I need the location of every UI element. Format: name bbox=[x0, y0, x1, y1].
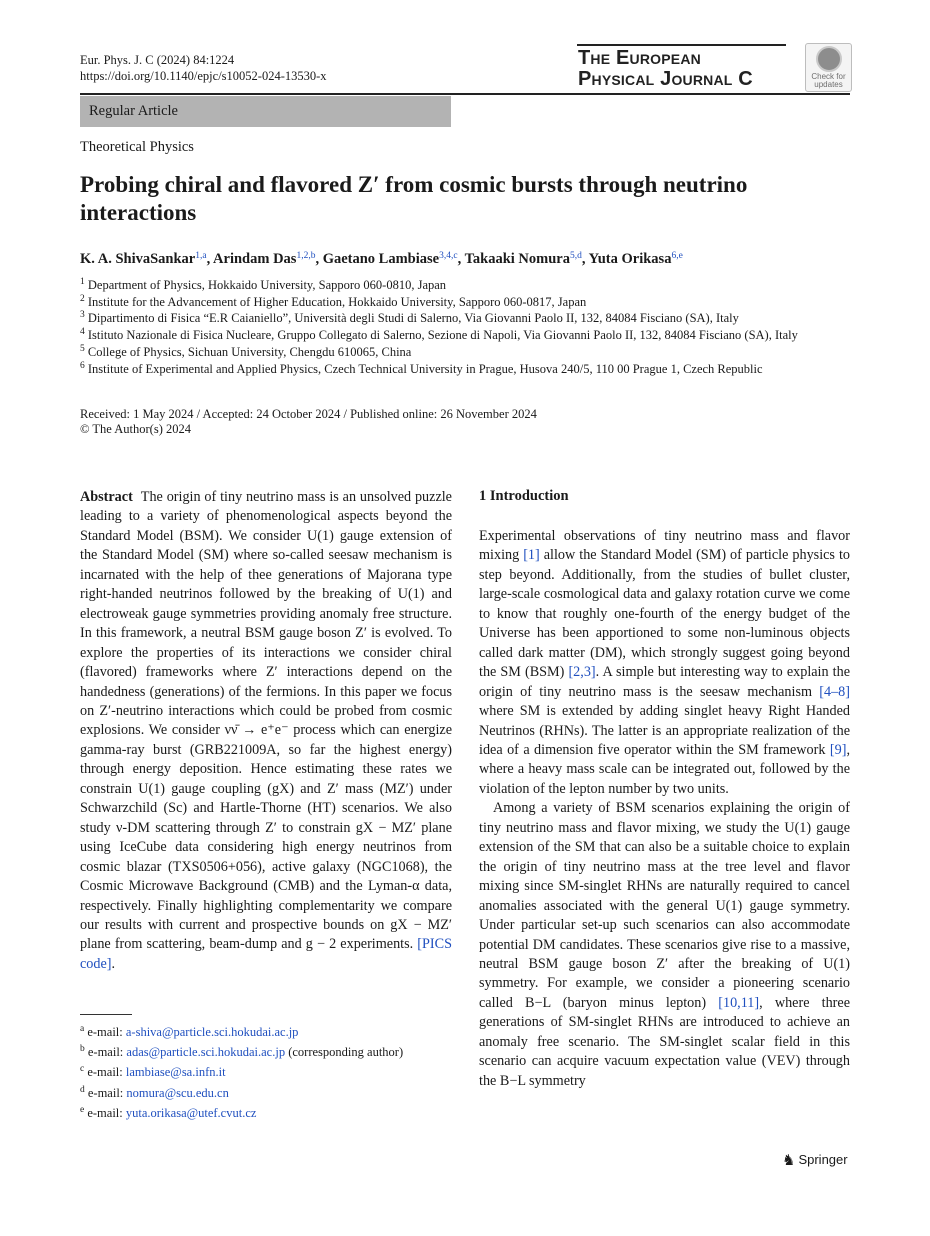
footnote: $^a$ e-mail: a-shiva@particle.sci.hokudai.ac.jp bbox=[80, 1024, 299, 1039]
journal-rule bbox=[577, 44, 786, 46]
citation-link[interactable]: [9] bbox=[829, 741, 847, 758]
article-type-banner: Regular Article bbox=[80, 96, 451, 127]
paragraph: Experimental observations of tiny neutrino mass and flavor mixing [1] allow the Standard Model (SM) of particle physics to step beyond. Additionally, from the studies of bullet cluster, large-scale cosmological data and galaxy rotation curve we come to know that roughly one-fourth of the energy budget of the Universe has been apportioned to some non-luminous objects called dark matter (DM), which strongly suggest going beyond the SM (BSM) [2,3]. A simple but interesting way to explain the origin of tiny neutrino mass is the seesaw mechanism [4–8] where SM is extended by adding singlet heavy Right Handed Neutrinos (RHNs). The latter is an appropriate realization of the idea of a dimension five operator within the SM framework [9], where a heavy mass scale can be integrated out, followed by the violation of the lepton number by two units. bbox=[479, 528, 850, 797]
publisher-logo bbox=[782, 1151, 848, 1169]
affiliation: $^4$ Istituto Nazionale di Fisica Nucleare, Gruppo Collegato di Salerno, Sezione di Napoli, Via Giovanni Paolo II, 132, 84084 Fisciano (SA), Italy bbox=[80, 327, 798, 343]
affiliation: $^1$ Department of Physics, Hokkaido University, Sapporo 060-0810, Japan bbox=[80, 277, 447, 292]
affiliation-list bbox=[80, 277, 850, 377]
affiliation: $^5$ College of Physics, Sichuan University, Chengdu 610065, China bbox=[80, 343, 412, 359]
email-link[interactable]: lambiase@sa.infn.it bbox=[125, 1065, 226, 1080]
abstract-text: The origin of tiny neutrino mass is an unsolved puzzle leading to a variety of phenomenological aspects beyond the Standard Model (BSM). We consider U(1) gauge extension of the Standard Model (SM) where so-called seesaw mechanism is incarnated with the help of thee generations of Majorana type right-handed neutrinos followed by the breaking of U(1) and electroweak gauge symmetries providing anomaly free structure. In this framework, a neutral BSM gauge boson Z′ is evolved. To explore the properties of its interactions we consider chiral (flavored) frameworks where Z′ interactions depend on the handedness (generations) of the fermions. In this paper we focus on Z′-neutrino interactions which could be probed from cosmic explosions. We consider νν̄ → e⁺e⁻ process which can energize gamma-ray burst (GRB221009A, so far the highest energy) through energy deposition. Hence estimating these rates we constrain U(1) gauge coupling (gX) and Z′ mass (MZ′) under Schwarzchild (Sc) and Hartle-Thorne (HT) scenarios. We also study ν-DM scattering through Z′ to constrain gX − MZ′ plane using IceCube data considering high energy neutrinos from cosmic blazar (TXS0506+056), active galaxy (NGC1068), the Cosmic Microwave Background (CMB) and the Lyman-α data, respectively. Finally highlighting complementarity we compare our results with current and prospective bounds on gX − MZ′ plane from scattering, beam-dump and g − 2 experiments. bbox=[80, 489, 452, 953]
paragraph: Among a variety of BSM scenarios explaining the origin of tiny neutrino mass and flavor mixing, we study the U(1) gauge extension of the SM that can also be a suitable choice to explain the origin of tiny neutrino mass at the tree level and flavor mixing since SM-singlet RHNs are naturally required to cancel anomalies associated with the general U(1) gauge symmetry. Under particular set-up such scenarios can also accommodate potential DM candidates. These scenarios give rise to a massive, neutral BSM gauge boson Z′ after the breaking of U(1) symmetry. For example, we consider a pioneering scenario called B−L (baryon minus lepton) [10,11], where three generations of SM-singlet RHNs are introduced to achieve an anomaly free scenario. The SM-singlet scalar field in this scenario can acquire vacuum expectation value (VEV) through the B−L symmetry bbox=[479, 800, 851, 1089]
section-heading-introduction: 1 Introduction bbox=[479, 488, 569, 504]
citation-link[interactable]: [2,3] bbox=[568, 664, 596, 681]
crossmark-label: Check for updates bbox=[811, 72, 846, 89]
journal-name-line2: Physical Journal C bbox=[578, 68, 753, 90]
author: Gaetano Lambiase$^{3,4,c}$ bbox=[322, 251, 458, 267]
header-rule bbox=[80, 93, 850, 95]
citation-link[interactable]: [1] bbox=[523, 547, 540, 564]
springer-horse-icon: ♞ bbox=[782, 1152, 796, 1169]
abstract: Abstract The origin of tiny neutrino mass is an unsolved puzzle leading to a variety of phenomenological aspects beyond the Standard Model (BSM). We consider U(1) gauge extension of the Standard Model (SM) where so-called seesaw mechanism is incarnated with the help of thee generations of Majorana type right-handed neutrinos followed by the breaking of U(1) and electroweak gauge symmetries providing anomaly free structure. In this framework, a neutral BSM gauge boson Z′ is evolved. To explore the properties of its interactions we consider chiral (flavored) frameworks where Z′ interactions depend on the handedness (generations) of the fermions. In this paper we focus on Z′-neutrino interactions which could be probed from cosmic explosions. We consider νν̄ → e⁺e⁻ process which can energize gamma-ray burst (GRB221009A, so far the highest energy) through energy deposition. Hence estimating these rates we constrain U(1) gauge coupling (gX) and Z′ mass (MZ′) under Schwarzchild (Sc) and Hartle-Thorne (HT) scenarios. We also study ν-DM scattering through Z′ to constrain gX − MZ′ plane using IceCube data considering high energy neutrinos from cosmic blazar (TXS0506+056), active galaxy (NGC1068), the Cosmic Microwave Background (CMB) and the Lyman-α data, respectively. Finally highlighting complementarity we compare our results with current and prospective bounds on gX − MZ′ plane from scattering, beam-dump and g − 2 experiments. [PICS code]. bbox=[80, 489, 452, 972]
doi-link[interactable]: https://doi.org/10.1140/epjc/s10052-024-13530-x bbox=[80, 69, 327, 83]
author: Takaaki Nomura$^{5,d}$ bbox=[464, 251, 582, 267]
citation-link[interactable]: [10,11] bbox=[718, 994, 760, 1011]
author: Yuta Orikasa$^{6,e}$ bbox=[588, 251, 683, 267]
citation-link[interactable]: [4–8] bbox=[819, 683, 850, 700]
affiliation: $^6$ Institute of Experimental and Applied Physics, Czech Technical University in Prague, Husova 240/5, 110 00 Prague 1, Czech Republic bbox=[80, 360, 763, 376]
abstract-label: Abstract bbox=[80, 489, 133, 505]
check-for-updates-badge[interactable] bbox=[805, 43, 852, 92]
article-meta bbox=[80, 52, 327, 84]
author: Arindam Das$^{1,2,b}$ bbox=[213, 251, 316, 267]
affiliation: $^2$ Institute for the Advancement of Higher Education, Hokkaido University, Sapporo 060-0817, Japan bbox=[80, 293, 587, 309]
footnote: $^d$ e-mail: nomura@scu.edu.cn bbox=[80, 1084, 229, 1100]
footnote: $^e$ e-mail: yuta.orikasa@utef.cvut.cz bbox=[80, 1104, 257, 1120]
publisher-name: Springer bbox=[798, 1152, 848, 1167]
author-list: K. A. ShivaSankar$^{1,a}$, Arindam Das$^{1,2,b}$, Gaetano Lambiase$^{3,4,c}$, Takaaki Nomura$^{5,d}$, Yuta Orikasa$^{6,e}$ bbox=[80, 251, 683, 267]
journal-reference: Eur. Phys. J. C (2024) 84:1224 bbox=[80, 53, 235, 67]
introduction-body bbox=[479, 527, 850, 1091]
journal-logo bbox=[578, 48, 788, 90]
paper-title: Probing chiral and flavored Z′ from cosmic bursts through neutrino interactions bbox=[80, 172, 748, 225]
email-link[interactable]: yuta.orikasa@utef.cvut.cz bbox=[125, 1105, 257, 1120]
footnote: $^c$ e-mail: lambiase@sa.infn.it bbox=[80, 1064, 226, 1080]
footnote: $^b$ e-mail: adas@particle.sci.hokudai.ac.jp (corresponding author) bbox=[80, 1044, 404, 1060]
email-link[interactable]: nomura@scu.edu.cn bbox=[126, 1085, 229, 1100]
publication-dates bbox=[80, 407, 537, 437]
journal-name-line1: The European bbox=[578, 47, 701, 69]
footnote-rule bbox=[80, 1014, 132, 1015]
received-accepted-published: Received: 1 May 2024 / Accepted: 24 October 2024 / Published online: 26 November 2024 bbox=[80, 407, 537, 421]
affiliation: $^3$ Dipartimento di Fisica “E.R Caianiello”, Università degli Studi di Salerno, Via Giovanni Paolo II, 132, 84084 Fisciano (SA), Italy bbox=[80, 310, 739, 326]
author: K. A. ShivaSankar$^{1,a}$ bbox=[80, 251, 207, 267]
crossmark-icon bbox=[816, 46, 842, 72]
footnotes bbox=[80, 1022, 403, 1123]
code-link[interactable]: [PICS code] bbox=[80, 936, 452, 972]
copyright: © The Author(s) 2024 bbox=[80, 422, 191, 436]
email-link[interactable]: a-shiva@particle.sci.hokudai.ac.jp bbox=[125, 1025, 299, 1039]
section-label: Theoretical Physics bbox=[80, 139, 194, 155]
email-link[interactable]: adas@particle.sci.hokudai.ac.jp bbox=[126, 1045, 286, 1060]
